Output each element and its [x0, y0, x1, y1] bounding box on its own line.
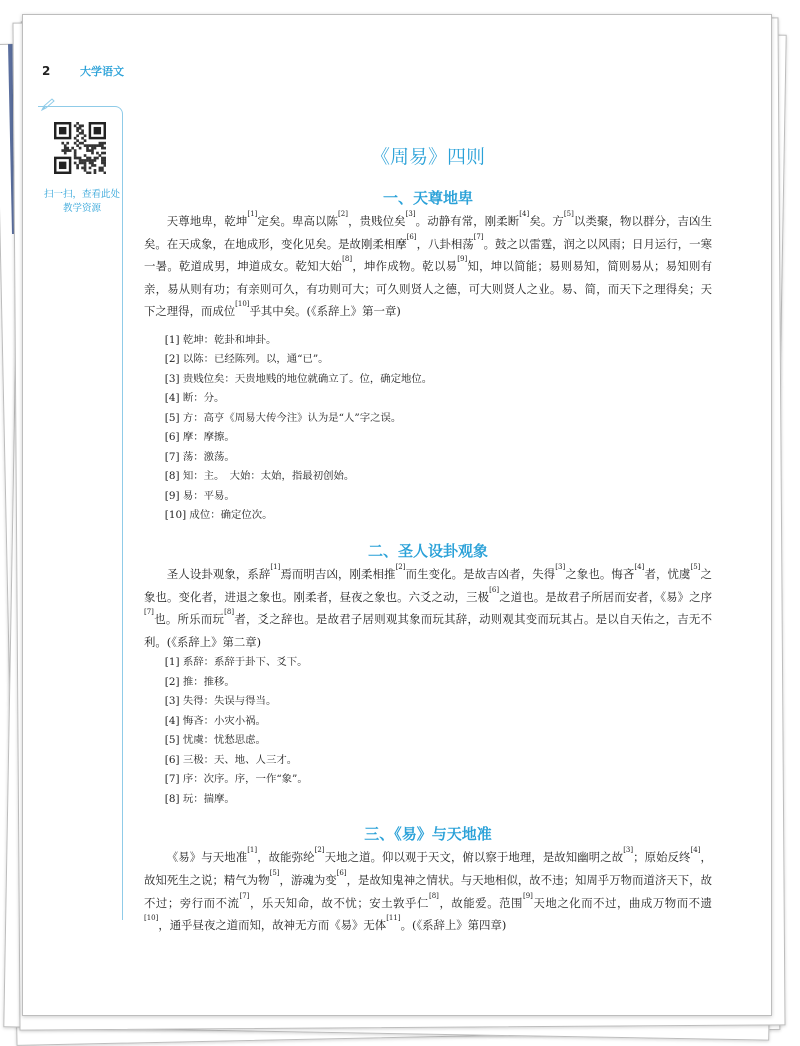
footnote: [5] 方：高亨《周易大传今注》认为是“人”字之误。 [164, 411, 402, 424]
footnote: [3] 贵贱位矣：天贵地贱的地位就确立了。位，确定地位。 [164, 372, 433, 385]
section-heading: 二、圣人设卦观象 [367, 541, 488, 560]
section-paragraph: 天尊地卑，乾坤[1]定矣。卑高以陈[2]，贵贱位矣[3]。动静有常，刚柔断[4]矣。方[5]以类聚，物以群分，吉凶生矣。在天成象，在地成形，变化见矣。是故刚柔相摩[6]，八卦相荡[7]。鼓之以雷霆，润之以风雨；日月运行，一寒一暑。乾道成男，坤道成女。乾知大始[8]，坤作成物。乾以易[9]知，坤以简能；易则易知，简则易从；易知则有亲，易从则有功；有亲则可久，有功则可大；可久则贤人之德，可大则贤人之业。易、简，而天下之理得矣；天下之理得，而成位[10]乎其中矣。(《系辞上》第一章) [144, 210, 712, 319]
footnote: [4] 悔吝：小灾小祸。 [164, 714, 266, 727]
qr-caption: 扫一扫，查看此处教学资源 [44, 189, 121, 214]
footnote: [8] 玩：揣摩。 [164, 792, 235, 805]
pencil-icon [40, 98, 56, 112]
footnote: [9] 易：平易。 [164, 489, 235, 502]
footnote: [8] 知：主。 大始：太始，指最初创始。 [164, 470, 355, 483]
running-title: 大学语文 [80, 65, 124, 78]
qr-code-icon[interactable] [54, 122, 106, 174]
footnote: [4] 断：分。 [164, 392, 225, 405]
sidebar [38, 104, 126, 922]
notes-list [144, 331, 712, 526]
footnote: [3] 失得：失误与得当。 [164, 695, 277, 708]
footnote: [6] 三极：天、地、人三才。 [164, 753, 298, 766]
section-heading: 三、《易》与天地准 [364, 825, 492, 844]
footnote: [7] 荡：激荡。 [164, 450, 235, 463]
article [144, 142, 712, 937]
notes-list [144, 653, 712, 809]
footnote: [2] 推：推移。 [164, 675, 235, 688]
footnote: [1] 系辞：系辞于卦下、爻下。 [164, 656, 308, 669]
footnote: [7] 序：次序。序，一作“象”。 [164, 773, 308, 786]
sidebar-rule [122, 114, 123, 920]
section-paragraph: 圣人设卦观象，系辞[1]焉而明吉凶，刚柔相推[2]而生变化。是故吉凶者，失得[3]之象也。悔吝[4]者，忧虞[5]之象也。变化者，进退之象也。刚柔者，昼夜之象也。六爻之动，三极[6]之道也。是故君子所居而安者，《易》之序[7]也。所乐而玩[8]者，爻之辞也。是故君子居则观其象而玩其辞，动则观其变而玩其占。是以自天佑之，吉无不利。(《系辞上》第二章) [144, 562, 712, 649]
footnote: [6] 摩：摩擦。 [164, 431, 235, 444]
footnote: [1] 乾坤：乾卦和坤卦。 [164, 333, 277, 346]
footnote: [5] 忧虞：忧愁思虑。 [164, 734, 266, 747]
section-heading: 一、天尊地卑 [382, 189, 473, 207]
section-paragraph: 《易》与天地准[1]，故能弥纶[2]天地之道。仰以观于天文，俯以察于地理，是故知幽明之故[3]；原始反终[4]，故知死生之说；精气为物[5]，游魂为变[6]，是故知鬼神之情状。与天地相似，故不违；知周乎万物而道济天下，故不过；旁行而不流[7]，乐天知命，故不忧；安土敦乎仁[8]，故能爱。范围[9]天地之化而不过，曲成万物而不遗[10]，通乎昼夜之道而知，故神无方而《易》无体[11]。(《系辞上》第四章) [144, 846, 712, 933]
footnote: [2] 以陈：已经陈列。以，通“已”。 [164, 353, 329, 366]
page-number: 2 [42, 64, 51, 78]
footnote: [10] 成位：确定位次。 [164, 509, 273, 522]
article-title: 《周易》四则 [370, 146, 485, 168]
